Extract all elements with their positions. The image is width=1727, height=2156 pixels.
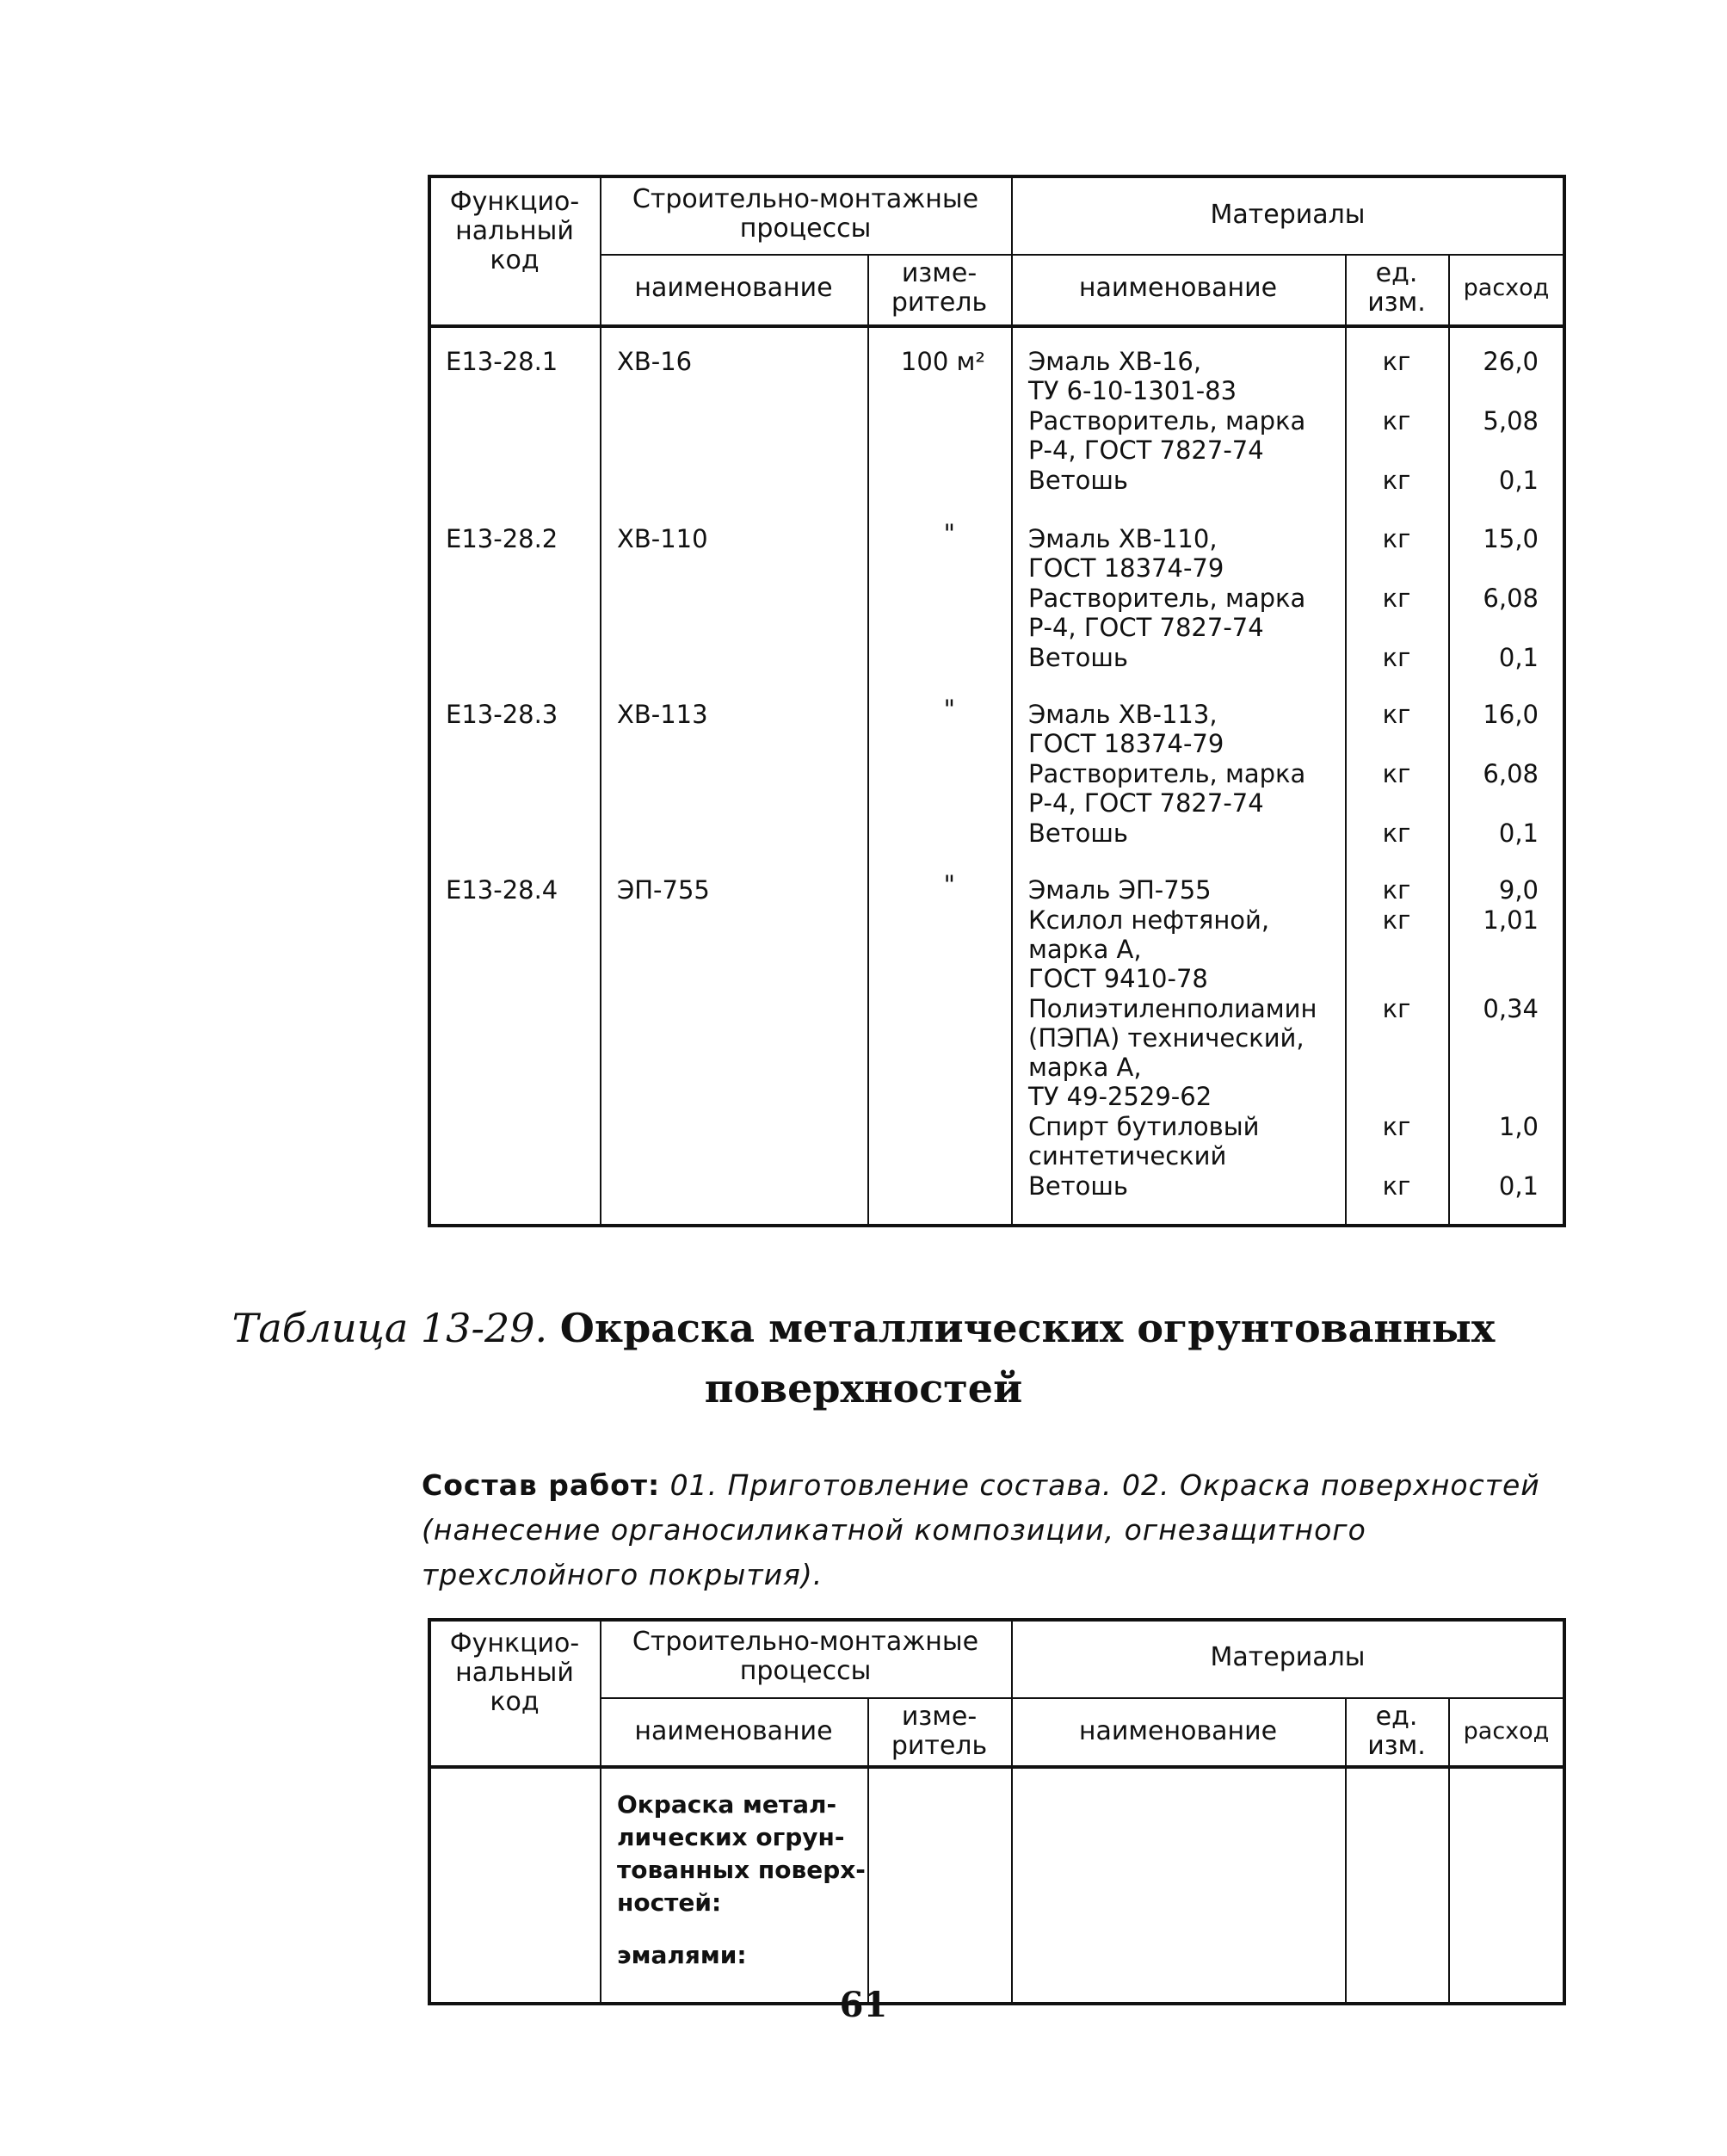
material-qty: 6,08 (1483, 759, 1539, 788)
material-unit: кг (1382, 524, 1411, 553)
row-meter: " (943, 695, 955, 724)
material-name: Ветошь (1028, 1171, 1128, 1201)
row-code: Е13-28.1 (446, 347, 558, 376)
header-processes: Строительно-монтажные процессы (632, 1627, 979, 1686)
caption-label: Таблица 13-29. (231, 1305, 548, 1351)
table-1-divider (600, 176, 601, 1226)
header-proc-name: наименование (634, 273, 833, 303)
row-meter: " (943, 870, 955, 899)
material-name: Эмаль ХВ-16, ТУ 6-10-1301-83 (1028, 347, 1237, 405)
header-func-code: Функцио- нальный код (449, 1628, 580, 1717)
material-name: Ветошь (1028, 819, 1128, 848)
row-code: Е13-28.2 (446, 524, 558, 553)
row-meter: " (943, 519, 955, 548)
table-caption (0, 1298, 1727, 1358)
table-2-divider (1011, 1620, 1013, 2004)
material-unit: кг (1382, 1112, 1411, 1141)
material-name: Ксилол нефтяной, марка А, ГОСТ 9410-78 (1028, 905, 1270, 993)
material-name: Спирт бутиловый синтетический (1028, 1112, 1260, 1171)
composition-label: Состав работ: (422, 1468, 661, 1502)
composition-text: 01. Приготовление состава. 02. Окраска поверхностей (нанесение органосиликатной композиции, огнезащитного трехслойного покрытия). (422, 1468, 1540, 1591)
caption-title-line2: поверхностей (704, 1365, 1023, 1412)
material-unit: кг (1382, 643, 1411, 672)
material-name: Эмаль ХВ-110, ГОСТ 18374-79 (1028, 524, 1224, 583)
material-qty: 1,0 (1498, 1112, 1539, 1141)
material-name: Растворитель, марка Р-4, ГОСТ 7827-74 (1028, 759, 1306, 818)
table-1-divider (1345, 254, 1347, 1226)
row-code: Е13-28.3 (446, 700, 558, 729)
material-qty: 1,01 (1483, 905, 1539, 935)
header-mat-unit: ед. изм. (1367, 258, 1426, 318)
row-process: ХВ-113 (617, 700, 708, 729)
row-process: ЭП-755 (617, 875, 710, 905)
table-1-header-divider (429, 324, 1564, 328)
row-process: ХВ-110 (617, 524, 708, 553)
row-process: ХВ-16 (617, 347, 693, 376)
material-name: Эмаль ХВ-113, ГОСТ 18374-79 (1028, 700, 1224, 758)
material-name: Полиэтиленполиамин (ПЭПА) технический, марка А, ТУ 49-2529-62 (1028, 994, 1317, 1111)
table-1-divider (1448, 254, 1450, 1226)
material-qty: 0,34 (1483, 994, 1539, 1023)
material-qty: 0,1 (1498, 819, 1539, 848)
header-proc-name: наименование (634, 1716, 833, 1746)
material-qty: 9,0 (1498, 875, 1539, 905)
material-name: Эмаль ЭП-755 (1028, 875, 1212, 905)
header-proc-meter: изме- ритель (891, 258, 988, 318)
header-materials: Материалы (1210, 200, 1366, 230)
material-qty: 5,08 (1483, 406, 1539, 436)
header-mat-consumption: расход (1463, 1718, 1550, 1745)
header-mat-name: наименование (1078, 1716, 1278, 1746)
material-name: Растворитель, марка Р-4, ГОСТ 7827-74 (1028, 584, 1306, 642)
header-func-code: Функцио- нальный код (449, 187, 580, 275)
table-1-divider (867, 254, 869, 1226)
material-qty: 16,0 (1483, 700, 1539, 729)
section-title: Окраска метал- лических огрун- тованных поверх- ностей: (617, 1790, 866, 1917)
table-1-divider (600, 254, 1564, 256)
material-qty: 26,0 (1483, 347, 1539, 376)
header-mat-name: наименование (1078, 273, 1278, 303)
material-unit: кг (1382, 819, 1411, 848)
material-unit: кг (1382, 994, 1411, 1023)
caption-title-line1: Окраска металлических огрунтованных (559, 1305, 1496, 1351)
table-2-divider (600, 1697, 1564, 1699)
row-code: Е13-28.4 (446, 875, 558, 905)
material-unit: кг (1382, 406, 1411, 436)
table-1-divider (1011, 176, 1013, 1226)
header-processes: Строительно-монтажные процессы (632, 184, 979, 244)
table-2-header-divider (429, 1765, 1564, 1769)
material-name: Растворитель, марка Р-4, ГОСТ 7827-74 (1028, 406, 1306, 465)
material-unit: кг (1382, 347, 1411, 376)
material-name: Ветошь (1028, 466, 1128, 495)
material-unit: кг (1382, 466, 1411, 495)
material-unit: кг (1382, 875, 1411, 905)
header-materials: Материалы (1210, 1642, 1366, 1672)
material-qty: 0,1 (1498, 466, 1539, 495)
material-qty: 0,1 (1498, 1171, 1539, 1201)
header-mat-unit: ед. изм. (1367, 1702, 1426, 1761)
material-name: Ветошь (1028, 643, 1128, 672)
header-mat-consumption: расход (1463, 275, 1550, 301)
material-unit: кг (1382, 905, 1411, 935)
work-composition (422, 1463, 1570, 1597)
page-number: 61 (839, 1985, 888, 2025)
material-unit: кг (1382, 584, 1411, 613)
material-unit: кг (1382, 1171, 1411, 1201)
header-proc-meter: изме- ритель (891, 1702, 988, 1761)
subsection-title: эмалями: (617, 1941, 747, 1969)
material-qty: 6,08 (1483, 584, 1539, 613)
material-unit: кг (1382, 700, 1411, 729)
material-qty: 0,1 (1498, 643, 1539, 672)
material-unit: кг (1382, 759, 1411, 788)
table-caption-line2 (0, 1358, 1727, 1418)
row-meter: 100 м² (900, 347, 985, 376)
material-qty: 15,0 (1483, 524, 1539, 553)
